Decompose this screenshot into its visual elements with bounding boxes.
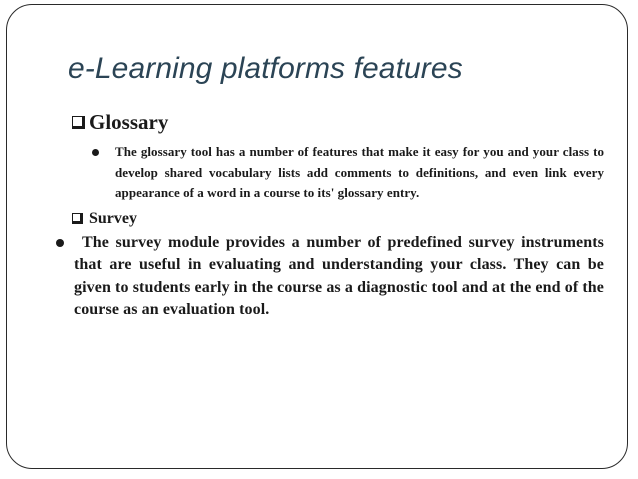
list-item [92, 142, 604, 204]
checkbox-bullet-icon [72, 116, 85, 129]
section-heading-survey [72, 208, 604, 230]
bullet-icon [92, 149, 99, 156]
checkbox-bullet-icon [72, 213, 83, 224]
slide-title: e-Learning platforms features [68, 52, 463, 85]
list-item-text: The survey module provides a number of predefined survey instruments that are useful in evaluating and understanding your class. They can be given to students early in the course as a diagnostic tool and at the end of the course as an evaluation tool. [74, 233, 604, 318]
slide-content [72, 108, 604, 322]
section-heading-glossary [72, 108, 604, 136]
section-heading-label: Glossary [89, 110, 169, 134]
list-item [56, 232, 604, 322]
section-heading-label: Survey [89, 209, 137, 227]
bullet-icon [56, 239, 64, 247]
list-item-text: The glossary tool has a number of features that make it easy for you and your class to develop shared vocabulary lists add comments to definitions, and even link every appearance of a word in a course to its' glossary entry. [115, 144, 604, 200]
